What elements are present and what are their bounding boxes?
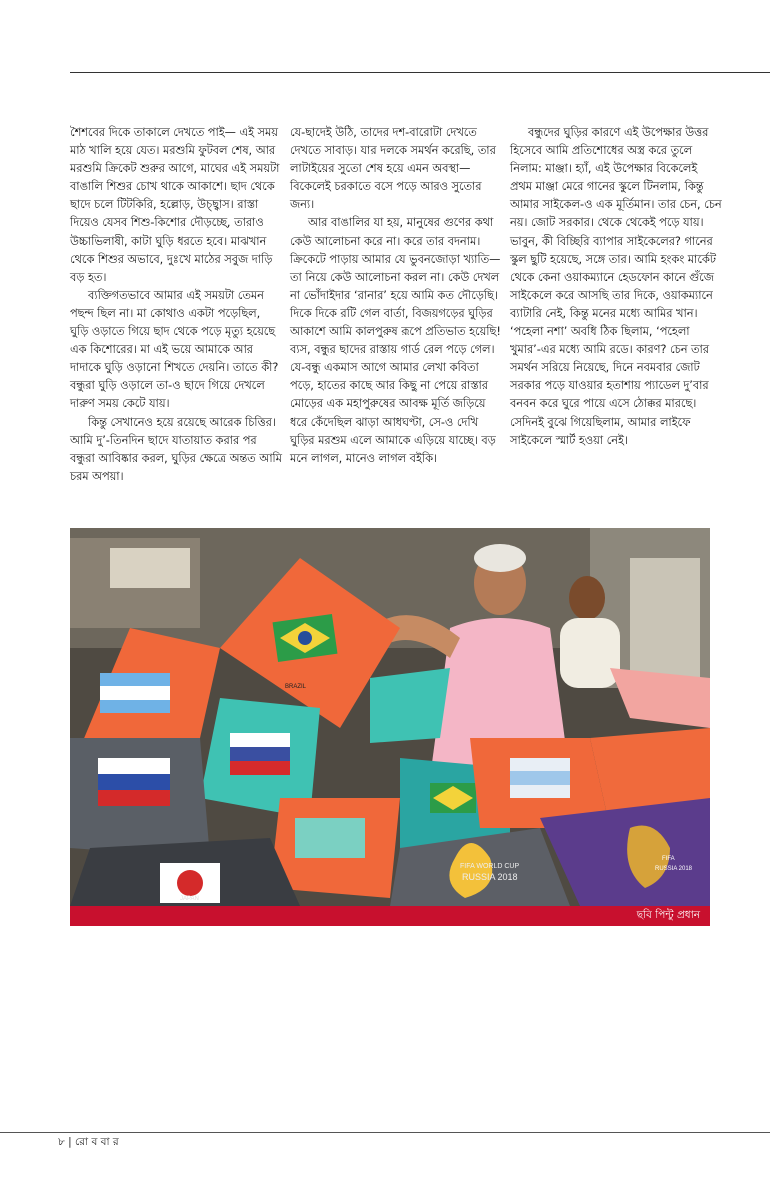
kite-label: FIFA xyxy=(662,856,675,862)
kite-label: RUSSIA 2018 xyxy=(462,872,518,882)
kite-label: RUSSIA 2018 xyxy=(655,866,693,872)
paragraph: বন্ধুদের ঘুড়ির কারণে এই উপেক্ষার উত্তর হিসেবে আমি প্রতিশোধের অস্ত্র করে তুলে নিলাম: মাঞ্জা। হ্যাঁ, এই উপেক্ষার বিকেলেই প্রথম মাঞ্জা মেরে গানের স্কুলে টিনলাম, কিন্তু আমার সাইকেল-ও এক মূর্তিমান। তার চেন, চেন নয়। জোট সরকার। থেকে থেকেই পড়ে যায়। ভাবুন, কী বিচ্ছিরি ব্যাপার সাইকেলের? গানের স্কুল ছুটি হয়েছে, সঙ্গে তার। আমি হংকং মার্কেট থেকে কেনা ওয়াকম্যানে হেডফোন কানে গুঁজে সাইকেলে করে আসছি তার দিকে, ওয়াকম্যানে ব্যাটারি নেই, কিন্তু মনের মধ্যে আমির খান। ‘পহেলা নশা’ অবধি ঠিক ছিলাম, ‘পহেলা খুমার’-এর মধ্যে আমি রডে। কারণ? চেন তার সমর্থন সরিয়ে নিয়েছে, দিনে নবমবার জোট সরকার পড়ে যাওয়ার হতাশায় প্যাডেল দু’বার বনবন করে ঘুরে পায়ে এসে ঠোক্কর মারছে। সেদিনই বুঝে গিয়েছিলাম, আমার লাইফে সাইকেলে স্মার্ট হওয়া নেই। xyxy=(510,126,722,447)
paragraph: কিন্তু সেখানেও হয়ে রয়েছে আরেক চিত্তির। আমি দু’-তিনদিন ছাদে যাতায়াত করার পর বন্ধুরা আবিষ্কার করল, ঘুড়ির ক্ষেত্রে অন্তত আমি চরম অপয়া। xyxy=(70,415,282,483)
kite-label: JAPAN xyxy=(180,896,199,902)
footer-rule xyxy=(0,1132,770,1133)
text-column-2 xyxy=(290,124,502,468)
kite-label: BRAZIL xyxy=(285,684,307,690)
paragraph: শৈশবের দিকে তাকালে দেখতে পাই— এই সময় মাঠ খালি হয়ে যেত। মরশুমি ফুটবল শেষ, আর মরশুমি ক্রিকেট শুরুর আগে, মাঘের এই সময়টা বাঙালি শিশুর চোখ থাকে আকাশে। ছাদ থেকে ছাদে চলে টিটকিরি, হল্লোড়, উচ্ছ্বাস। রাস্তা দিয়েও যেসব শিশু-কিশোর দৌড়চ্ছে, তারাও উচ্চাভিলাষী, কাটা ঘুড়ি ধরতে হবে। মাঝখান থেকে শিশুর অভাবে, দুঃখে মাঠের সবুজ দাড়ি বড় হত। xyxy=(70,126,280,284)
text-column-1 xyxy=(70,124,282,486)
photo-caption-bar xyxy=(70,906,710,926)
paragraph: ব্যক্তিগতভাবে আমার এই সময়টা তেমন পছন্দ ছিল না। মা কোথাও একটা পড়েছিল, ঘুড়ি ওড়াতে গিয়ে ছাদ থেকে পড়ে মৃত্যু হয়েছে এক কিশোরের। মা এই ভয়ে আমাকে আর দাদাকে ঘুড়ি ওড়ানো শিখতে দেয়নি। তাতে কী? বন্ধুরা ঘুড়ি ওড়ালে তা-ও ছাদে গিয়ে দেখলে দারুণ সময় কেটে যায়। xyxy=(70,288,279,411)
kite-label: FIFA WORLD CUP xyxy=(460,863,520,870)
paragraph: যে-ছাদেই উঠি, তাদের দশ-বারোটা দেখতে দেখতে সাবাড়। যার দলকে সমর্থন করেছি, তার লাটাইয়ের সুতো শেষ হয়ে এমন অবস্থা— বিকেলেই চরকাতে বসে পড়ে আরও সুতোর জন্য। xyxy=(290,126,496,212)
page-footer: ৮ | রো ব বা র xyxy=(58,1136,119,1148)
kite-shop-photo xyxy=(70,528,710,906)
paragraph: আর বাঙালির যা হয়, মানুষের গুণের কথা কেউ আলোচনা করে না। করে তার বদনাম। ক্রিকেটে পাড়ায় আমার যে ভুবনজোড়া খ্যাতি— তা নিয়ে কেউ আলোচনা করল না। কেউ দেখল না ভোঁদাইদার ‘রানার’ হয়ে আমি কত দৌড়েছি। দিকে দিকে রটি গেল বার্তা, বিজয়গড়ের ঘুড়ির আকাশে আমি কালপুরুষ রূপে প্রতিভাত হয়েছি! ব্যস, বন্ধুর ছাদের রাস্তায় গার্ড রেল পড়ে গেল। যে-বন্ধু একমাস আগে আমার লেখা কবিতা পড়ে, হাতের কাছে আর কিছু না পেয়ে রাস্তার মোড়ের এক মহাপুরুষের আবক্ষ মূর্তি জড়িয়ে ধরে কেঁদেছিল ঝাড়া আধঘণ্টা, সে-ও দেখি ঘুড়ির মরশুম এলে আমাকে এড়িয়ে যাচ্ছে। বড় মনে লাগল, মানেও লাগল বইকি। xyxy=(290,216,501,465)
photo-credit: ছবি পিন্টু প্রধান xyxy=(636,909,700,921)
header-rule xyxy=(70,72,770,73)
text-column-3 xyxy=(510,124,722,450)
